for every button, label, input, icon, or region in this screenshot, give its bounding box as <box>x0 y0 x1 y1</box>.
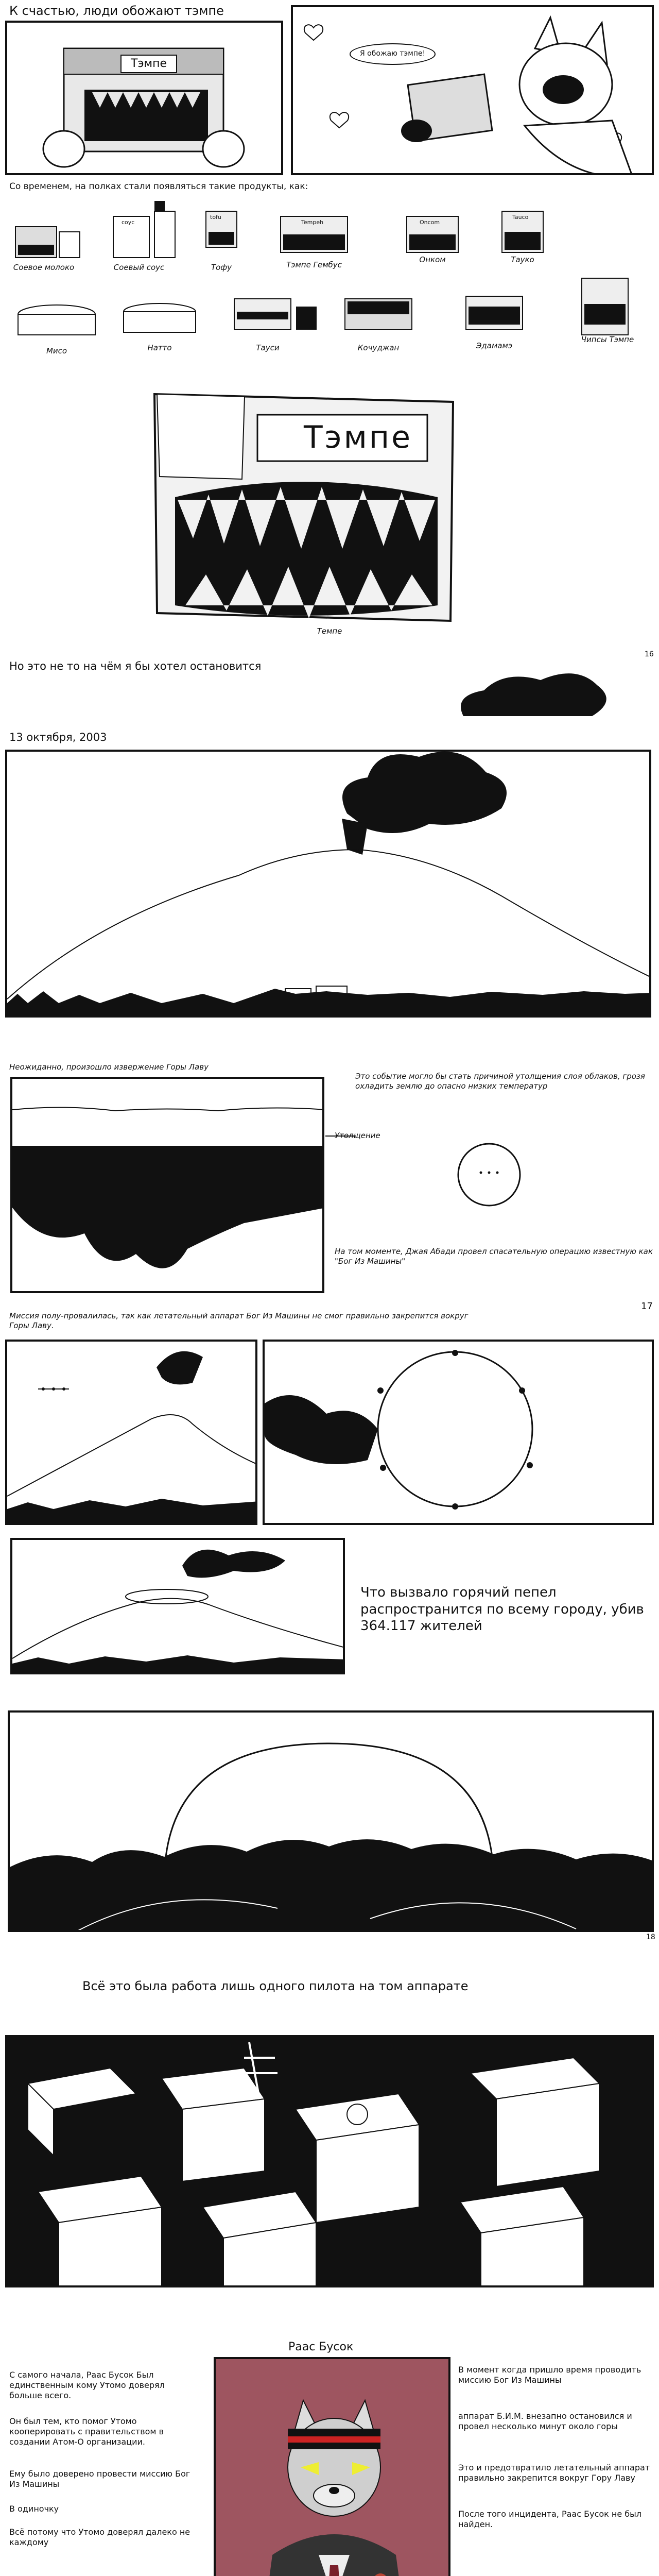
panel-city <box>5 2035 654 2287</box>
right-text-3: Это и предотвратило летательный аппарат правильно закрепится вокруг Гору Лаву <box>458 2463 650 2483</box>
smoke-plume-top <box>0 654 659 716</box>
speech-bubble: Я обожаю тэмпе! <box>350 43 436 65</box>
panel-volcano <box>5 750 651 1018</box>
character-name: Раас Бусок <box>288 2341 354 2353</box>
intro-text: К счастью, люди обожают тэмпе <box>9 4 224 18</box>
left-text-2: Он был тем, кто помог Утомо кооперировать с правительством в создании Атом-О организации. <box>9 2416 164 2447</box>
panel-aircraft-over-volcano <box>5 1340 257 1525</box>
page-number: 16 <box>645 650 654 658</box>
product-label: Онком <box>419 255 446 264</box>
products-intro: Со временем, на полках стали появляться такие продукты, как: <box>9 181 308 192</box>
package-text-tauco: Tauco <box>512 214 529 221</box>
panel-ash <box>10 1538 345 1674</box>
package-label: Тэмпе <box>120 55 177 73</box>
big-package-caption: Темпе <box>317 626 342 636</box>
product-label: Соевый соус <box>113 263 165 272</box>
package-text-oncom: Oncom <box>420 219 440 226</box>
product-label: Кочуджан <box>357 343 400 352</box>
left-text-1: С самого начала, Раас Бусок Был единственным кому Утомо доверял больше всего. <box>9 2370 165 2400</box>
eruption-text: Неожиданно, произошло извержение Горы Лаву <box>9 1062 209 1072</box>
sphere-drawing <box>448 1139 530 1211</box>
product-label: Тэмпе Гембус <box>286 260 342 269</box>
failed-text: Миссия полу-провалилась, так как летательный аппарат Бог Из Машины не смог правильно закрепится вокруг Горы Лаву. <box>9 1311 469 1330</box>
panel-dome <box>8 1710 654 1932</box>
right-text-1: В момент когда пришло время проводить миссию Бог Из Машины <box>458 2365 641 2385</box>
product-label: Мисо <box>46 346 67 355</box>
thickening-label: Утолщение <box>335 1131 380 1140</box>
ash-text: Что вызвало горячий пепел распространится по всему городу, убив 364.117 жителей <box>360 1585 644 1634</box>
big-package-label: Тэмпе <box>304 419 412 455</box>
pilot-text: Всё это была работа лишь одного пилота на том аппарате <box>82 1979 469 1993</box>
left-text-4: В одиночку <box>9 2504 59 2514</box>
product-illustrations <box>0 196 659 381</box>
clouds-text: Это событие могло бы стать причиной утолщения слоя облаков, грозя охладить землю до опасно низких температур <box>355 1072 645 1091</box>
panel-clouds <box>10 1077 324 1293</box>
page-number: 18 <box>646 1933 655 1941</box>
panel-aircraft-sphere <box>263 1340 654 1525</box>
product-label: Эдамамэ <box>476 341 513 350</box>
product-label: Тауко <box>511 255 534 264</box>
package-text-tempeh: Tempeh <box>301 219 324 226</box>
page-number: 17 <box>641 1301 653 1312</box>
product-label: Тауси <box>256 343 280 352</box>
right-text-4: После того инцидента, Раас Бусок не был найден. <box>458 2509 642 2529</box>
package-text-sauce: соус <box>122 219 135 226</box>
product-label: Соевое молоко <box>13 263 75 272</box>
right-text-2: аппарат Б.И.М. внезапно остановился и провел несколько минут около горы <box>458 2411 632 2431</box>
date-text: 13 октября, 2003 <box>9 731 107 743</box>
left-text-5: Всё потому что Утомо доверял далеко не каждому <box>9 2527 190 2547</box>
product-label: Чипсы Тэмпе <box>581 335 634 344</box>
arrow-line <box>325 1133 356 1139</box>
panel-portrait <box>214 2357 450 2576</box>
product-label: Тофу <box>211 263 232 272</box>
panel-package <box>5 21 283 175</box>
product-label: Натто <box>147 343 172 352</box>
mission-text: На том моменте, Джая Абади провел спасательную операцию известную как "Бог Из Машины" <box>335 1247 653 1266</box>
narration-text: Но это не то на чём я бы хотел остановится <box>9 660 262 672</box>
package-text-tofu: tofu <box>210 214 221 221</box>
panel-love <box>291 5 654 175</box>
left-text-3: Ему было доверено провести миссию Бог Из Машины <box>9 2469 190 2489</box>
